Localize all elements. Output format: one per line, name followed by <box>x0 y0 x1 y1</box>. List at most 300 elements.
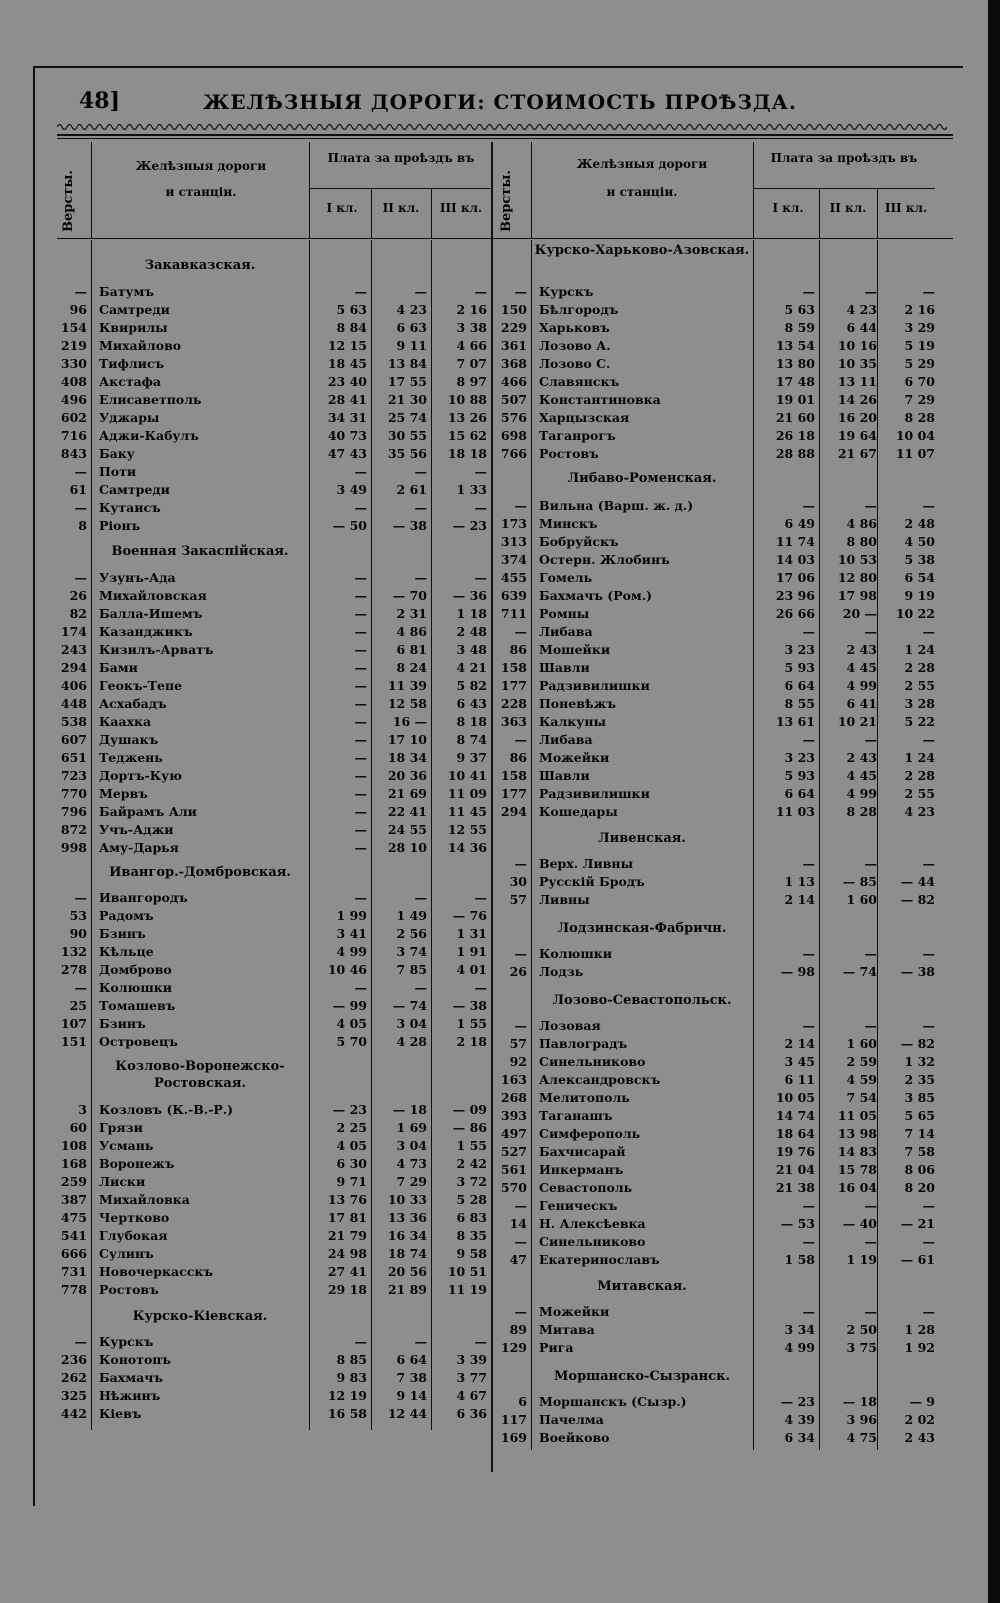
fare-class2: 17 10 <box>387 732 427 747</box>
station-row <box>57 1156 493 1174</box>
fare-class1: 3 45 <box>784 1054 815 1069</box>
fare-class1: — <box>354 768 367 783</box>
station-name: Лозово С. <box>539 356 611 371</box>
fare-class1: 4 99 <box>784 1340 815 1355</box>
fare-class2: 4 23 <box>846 302 877 317</box>
versty-value: — <box>514 732 527 747</box>
fare-class3: 2 28 <box>904 768 935 783</box>
fare-class2: 4 86 <box>396 624 427 639</box>
fare-class1: 8 85 <box>336 1352 367 1367</box>
fare-class2: 16 — <box>392 714 427 729</box>
fare-class1: 3 41 <box>336 926 367 941</box>
versty-value: 26 <box>509 964 527 979</box>
fare-class3: 2 48 <box>904 516 935 531</box>
fare-class1: 6 49 <box>784 516 815 531</box>
fare-class3: 8 06 <box>904 1162 935 1177</box>
versty-value: 60 <box>69 1120 87 1135</box>
station-row <box>491 534 937 552</box>
station-row <box>491 552 937 570</box>
station-name: Бахмачъ <box>99 1370 163 1385</box>
station-name: Бзинъ <box>99 1016 146 1031</box>
versty-value: 229 <box>500 320 527 335</box>
versty-value: 639 <box>500 588 527 603</box>
fare-class2: 1 49 <box>396 908 427 923</box>
station-name: Ріонъ <box>99 518 141 533</box>
fare-class1: — 98 <box>780 964 815 979</box>
class1-header-right: I кл. <box>772 201 804 215</box>
decorative-wavy-rule <box>57 122 947 132</box>
fare-class1: 17 06 <box>775 570 815 585</box>
station-name: Синельниково <box>539 1234 646 1249</box>
versty-value: 507 <box>500 392 527 407</box>
versty-value: 151 <box>60 1034 87 1049</box>
versty-value: 26 <box>69 588 87 603</box>
station-name: Конотопъ <box>99 1352 172 1367</box>
station-name: Колюшки <box>99 980 173 995</box>
fare-class1: 11 03 <box>775 804 815 819</box>
versty-value: 236 <box>60 1352 87 1367</box>
station-name: Узунъ-Ада <box>99 570 176 585</box>
fare-class2: — 70 <box>392 588 427 603</box>
fare-class3: — <box>474 464 487 479</box>
station-row <box>57 1192 493 1210</box>
fare-class2: 6 81 <box>396 642 427 657</box>
fare-class3: 11 09 <box>447 786 487 801</box>
versty-value: 158 <box>500 660 527 675</box>
station-row <box>491 892 937 910</box>
versty-value: — <box>514 498 527 513</box>
column-header-bottom-rule <box>57 238 953 239</box>
versty-value: 30 <box>509 874 527 889</box>
fare-class3: — <box>922 1018 935 1033</box>
fare-class3: 1 32 <box>904 1054 935 1069</box>
station-name: Бами <box>99 660 138 675</box>
station-row <box>57 1210 493 1228</box>
station-row <box>57 606 493 624</box>
station-name: Ростовъ <box>99 1282 159 1297</box>
fare-class3: — <box>922 624 935 639</box>
fare-class3: 1 92 <box>904 1340 935 1355</box>
roads-header-right-line1: Желѣзныя дороги <box>576 157 708 171</box>
fare-class2: 4 75 <box>846 1430 877 1445</box>
station-name: Можейки <box>539 750 610 765</box>
fare-class2: 13 98 <box>837 1126 877 1141</box>
station-name: Кизилъ-Арватъ <box>99 642 214 657</box>
fare-class2: 8 24 <box>396 660 427 675</box>
fare-class3: 2 16 <box>456 302 487 317</box>
fare-class1: — 53 <box>780 1216 815 1231</box>
section-heading: Козлово-Воронежско-Ростовская. <box>115 1059 285 1091</box>
station-name: Курскъ <box>539 284 594 299</box>
station-row <box>57 1138 493 1156</box>
fare-class3: 2 16 <box>904 302 935 317</box>
versty-value: 497 <box>500 1126 527 1141</box>
fare-class1: 8 84 <box>336 320 367 335</box>
station-row <box>57 624 493 642</box>
fare-class1: 19 01 <box>775 392 815 407</box>
class2-header-right: II кл. <box>829 201 867 215</box>
station-row <box>491 1144 937 1162</box>
fare-class3: — 38 <box>452 998 487 1013</box>
versty-value: 363 <box>500 714 527 729</box>
class3-header-right: III кл. <box>884 201 928 215</box>
section-heading: Лодзинская-Фабричн. <box>557 921 727 936</box>
station-row <box>57 1228 493 1246</box>
station-name: Пачелма <box>539 1412 604 1427</box>
versty-value: 796 <box>60 804 87 819</box>
station-row <box>491 1018 937 1036</box>
page-number: 48] <box>79 88 121 114</box>
station-name: Шавли <box>539 768 590 783</box>
fare-class3: — 9 <box>909 1394 935 1409</box>
document-page <box>33 66 963 1506</box>
fare-class3: 1 28 <box>904 1322 935 1337</box>
versty-value: 132 <box>60 944 87 959</box>
fare-class3: 1 18 <box>456 606 487 621</box>
fare-class3: 2 28 <box>904 660 935 675</box>
fare-class2: 8 28 <box>846 804 877 819</box>
fare-class3: 1 55 <box>456 1016 487 1031</box>
fare-class1: 11 74 <box>775 534 815 549</box>
fare-class3: — <box>474 570 487 585</box>
fare-class3: 4 21 <box>456 660 487 675</box>
versty-value: 723 <box>60 768 87 783</box>
fare-class1: 16 58 <box>327 1406 367 1421</box>
station-row <box>57 768 493 786</box>
station-row <box>491 678 937 696</box>
fare-class3: — 21 <box>900 1216 935 1231</box>
fare-class3: — 23 <box>452 518 487 533</box>
fare-class3: 6 36 <box>456 1406 487 1421</box>
station-row <box>57 750 493 768</box>
station-row <box>57 392 493 410</box>
versty-value: 6 <box>518 1394 527 1409</box>
station-row <box>491 1072 937 1090</box>
fare-class2: 14 26 <box>837 392 877 407</box>
versty-value: 294 <box>500 804 527 819</box>
station-row <box>57 660 493 678</box>
versty-value: — <box>74 980 87 995</box>
station-name: Кѣльце <box>99 944 154 959</box>
fare-class2: — <box>414 284 427 299</box>
fare-class2: 4 45 <box>846 660 877 675</box>
fare-class1: 5 93 <box>784 768 815 783</box>
fare-class1: 2 25 <box>336 1120 367 1135</box>
fare-class3: — <box>474 890 487 905</box>
versty-value: 455 <box>500 570 527 585</box>
fare-class3: — <box>922 498 935 513</box>
fare-class1: 4 05 <box>336 1016 367 1031</box>
station-row <box>491 804 937 822</box>
fare-class3: 7 58 <box>904 1144 935 1159</box>
fare-class3: 6 54 <box>904 570 935 585</box>
versty-value: 330 <box>60 356 87 371</box>
fare-class2: 1 69 <box>396 1120 427 1135</box>
fare-class1: 5 63 <box>784 302 815 317</box>
fare-class3: 1 91 <box>456 944 487 959</box>
station-name: Лиски <box>99 1174 146 1189</box>
station-name: Инкерманъ <box>539 1162 624 1177</box>
fare-class2: 21 30 <box>387 392 427 407</box>
fare-class2: 22 41 <box>387 804 427 819</box>
station-name: Душакъ <box>99 732 159 747</box>
versty-value: 268 <box>500 1090 527 1105</box>
versty-value: 368 <box>500 356 527 371</box>
fare-class1: 26 18 <box>775 428 815 443</box>
station-row <box>491 498 937 516</box>
fare-class1: 10 05 <box>775 1090 815 1105</box>
versty-value: 698 <box>500 428 527 443</box>
fare-class3: 6 43 <box>456 696 487 711</box>
versty-value: 82 <box>69 606 87 621</box>
station-name: Акстафа <box>99 374 162 389</box>
fare-class1: 12 19 <box>327 1388 367 1403</box>
fare-class3: 3 38 <box>456 320 487 335</box>
versty-value: 262 <box>60 1370 87 1385</box>
versty-value: 90 <box>69 926 87 941</box>
station-name: Дортъ-Кую <box>99 768 182 783</box>
fare-class3: — 61 <box>900 1252 935 1267</box>
station-row <box>57 464 493 482</box>
fare-class1: 24 98 <box>327 1246 367 1261</box>
station-row <box>491 1036 937 1054</box>
fare-class2: 10 35 <box>837 356 877 371</box>
station-name: Глубокая <box>99 1228 168 1243</box>
versty-value: 442 <box>60 1406 87 1421</box>
fare-class3: 14 36 <box>447 840 487 855</box>
versty-value: 711 <box>500 606 527 621</box>
section-heading: Митавская. <box>597 1279 687 1294</box>
versty-value: 86 <box>509 750 527 765</box>
station-name: Теджень <box>99 750 163 765</box>
station-row <box>57 1370 493 1388</box>
station-name: Таганрогъ <box>539 428 616 443</box>
fare-class2: — 38 <box>392 518 427 533</box>
station-name: Каахка <box>99 714 152 729</box>
fare-class2: 17 55 <box>387 374 427 389</box>
station-name: Кутаисъ <box>99 500 161 515</box>
station-row <box>491 284 937 302</box>
fare-class1: — <box>354 750 367 765</box>
fare-class2: 18 34 <box>387 750 427 765</box>
fare-class1: 12 15 <box>327 338 367 353</box>
station-name: Екатеринославъ <box>539 1252 660 1267</box>
fare-class2: — 85 <box>842 874 877 889</box>
fare-class2: 2 56 <box>396 926 427 941</box>
fare-class3: 6 83 <box>456 1210 487 1225</box>
station-name: Байрамъ Али <box>99 804 197 819</box>
fare-class2: — <box>414 500 427 515</box>
fare-class2: — <box>414 1334 427 1349</box>
station-row <box>57 642 493 660</box>
station-row <box>57 1334 493 1352</box>
fare-class1: 6 64 <box>784 678 815 693</box>
fare-class2: — <box>864 1304 877 1319</box>
versty-value: 651 <box>60 750 87 765</box>
station-row <box>57 570 493 588</box>
station-name: Островецъ <box>99 1034 178 1049</box>
versty-value: — <box>514 1018 527 1033</box>
station-row <box>491 410 937 428</box>
station-name: Севастополь <box>539 1180 633 1195</box>
versty-value: 57 <box>509 892 527 907</box>
station-name: Поти <box>99 464 137 479</box>
fare-class1: — <box>802 1018 815 1033</box>
fare-class2: 14 83 <box>837 1144 877 1159</box>
station-row <box>57 840 493 858</box>
station-name: Лозово А. <box>539 338 611 353</box>
section-heading: Либаво-Роменская. <box>567 471 717 486</box>
fare-class2: 13 36 <box>387 1210 427 1225</box>
station-row <box>491 428 937 446</box>
versty-value: — <box>74 464 87 479</box>
fare-class2: — <box>864 284 877 299</box>
fare-class3: 5 28 <box>456 1192 487 1207</box>
fare-class1: 3 34 <box>784 1322 815 1337</box>
station-name: Бѣлгородъ <box>539 302 619 317</box>
fare-class1: 3 23 <box>784 642 815 657</box>
station-row <box>491 786 937 804</box>
fare-class1: — <box>354 890 367 905</box>
versty-value: 219 <box>60 338 87 353</box>
station-row <box>491 696 937 714</box>
fare-class3: — 44 <box>900 874 935 889</box>
station-row <box>57 374 493 392</box>
station-row <box>57 428 493 446</box>
fare-class2: — 74 <box>392 998 427 1013</box>
fare-class1: — <box>354 840 367 855</box>
station-row <box>491 320 937 338</box>
fare-class2: 4 73 <box>396 1156 427 1171</box>
fare-class2: — <box>414 890 427 905</box>
versty-value: 716 <box>60 428 87 443</box>
versty-value: 998 <box>60 840 87 855</box>
fare-class1: 34 31 <box>327 410 367 425</box>
station-name: Харьковъ <box>539 320 610 335</box>
fare-class1: — <box>802 1234 815 1249</box>
fare-class3: 9 19 <box>904 588 935 603</box>
station-row <box>491 570 937 588</box>
station-name: Геническъ <box>539 1198 618 1213</box>
versty-value: 406 <box>60 678 87 693</box>
fare-class2: 7 54 <box>846 1090 877 1105</box>
fare-class1: 1 13 <box>784 874 815 889</box>
fare-class1: — <box>354 822 367 837</box>
fare-class2: 4 99 <box>846 786 877 801</box>
station-name: Митава <box>539 1322 595 1337</box>
fare-class1: 3 23 <box>784 750 815 765</box>
fare-class1: — <box>802 946 815 961</box>
fare-class3: 2 35 <box>904 1072 935 1087</box>
fare-class2: 16 34 <box>387 1228 427 1243</box>
fare-class3: 18 18 <box>447 446 487 461</box>
fare-class2: 4 45 <box>846 768 877 783</box>
station-row <box>57 1120 493 1138</box>
fare-class1: 21 60 <box>775 410 815 425</box>
versty-value: 177 <box>500 786 527 801</box>
fare-class1: — <box>802 624 815 639</box>
versty-value: 570 <box>500 1180 527 1195</box>
station-row <box>57 1406 493 1424</box>
versty-value: — <box>514 284 527 299</box>
station-row <box>57 678 493 696</box>
fare-class3: 2 18 <box>456 1034 487 1049</box>
fare-class1: 13 76 <box>327 1192 367 1207</box>
fare-class3: 4 66 <box>456 338 487 353</box>
station-row <box>57 696 493 714</box>
fare-class1: 8 59 <box>784 320 815 335</box>
fare-class2: 7 38 <box>396 1370 427 1385</box>
versty-value: 8 <box>78 518 87 533</box>
fare-class1: 21 04 <box>775 1162 815 1177</box>
fare-class1: 1 99 <box>336 908 367 923</box>
fare-class2: 7 29 <box>396 1174 427 1189</box>
fare-class3: 3 72 <box>456 1174 487 1189</box>
station-name: Лодзь <box>539 964 584 979</box>
roads-header-right-line2: и станціи. <box>606 185 678 199</box>
station-name: Шавли <box>539 660 590 675</box>
fare-class1: 9 83 <box>336 1370 367 1385</box>
fare-class1: 26 66 <box>775 606 815 621</box>
station-row <box>57 908 493 926</box>
fare-class2: — <box>414 980 427 995</box>
page-header <box>35 68 965 134</box>
versty-value: 243 <box>60 642 87 657</box>
versty-value: 228 <box>500 696 527 711</box>
station-name: Кіевъ <box>99 1406 142 1421</box>
fare-class1: — 23 <box>332 1102 367 1117</box>
roads-header-line2: и станціи. <box>165 185 237 199</box>
fare-class1: 40 73 <box>327 428 367 443</box>
fare-class3: 7 07 <box>456 356 487 371</box>
versty-value: 3 <box>78 1102 87 1117</box>
station-name: Самтреди <box>99 302 170 317</box>
fare-class3: 8 74 <box>456 732 487 747</box>
station-row <box>491 768 937 786</box>
fare-class3: 3 28 <box>904 696 935 711</box>
fare-class1: 17 48 <box>775 374 815 389</box>
station-row <box>491 1216 937 1234</box>
station-name: Елисаветполь <box>99 392 202 407</box>
versty-value: 666 <box>60 1246 87 1261</box>
station-name: Ромны <box>539 606 590 621</box>
fare-class2: 21 67 <box>837 446 877 461</box>
fare-class1: 47 43 <box>327 446 367 461</box>
fare-class3: — <box>922 946 935 961</box>
versty-value: — <box>514 624 527 639</box>
fare-class2: 21 89 <box>387 1282 427 1297</box>
station-row <box>491 1198 937 1216</box>
fare-class1: 1 58 <box>784 1252 815 1267</box>
fare-class1: — <box>354 980 367 995</box>
fare-class1: 13 80 <box>775 356 815 371</box>
fare-class3: — <box>474 980 487 995</box>
station-row <box>491 588 937 606</box>
fare-class1: 10 46 <box>327 962 367 977</box>
station-row <box>57 786 493 804</box>
station-name: Колюшки <box>539 946 613 961</box>
fare-class2: 3 75 <box>846 1340 877 1355</box>
versty-value: 393 <box>500 1108 527 1123</box>
section-heading: Ливенская. <box>598 831 686 846</box>
fare-class2: 24 55 <box>387 822 427 837</box>
station-row <box>491 1394 937 1412</box>
station-row <box>491 1252 937 1270</box>
fare-class2: 2 43 <box>846 750 877 765</box>
fare-class2: 28 10 <box>387 840 427 855</box>
station-row <box>491 392 937 410</box>
fare-class1: — <box>354 696 367 711</box>
